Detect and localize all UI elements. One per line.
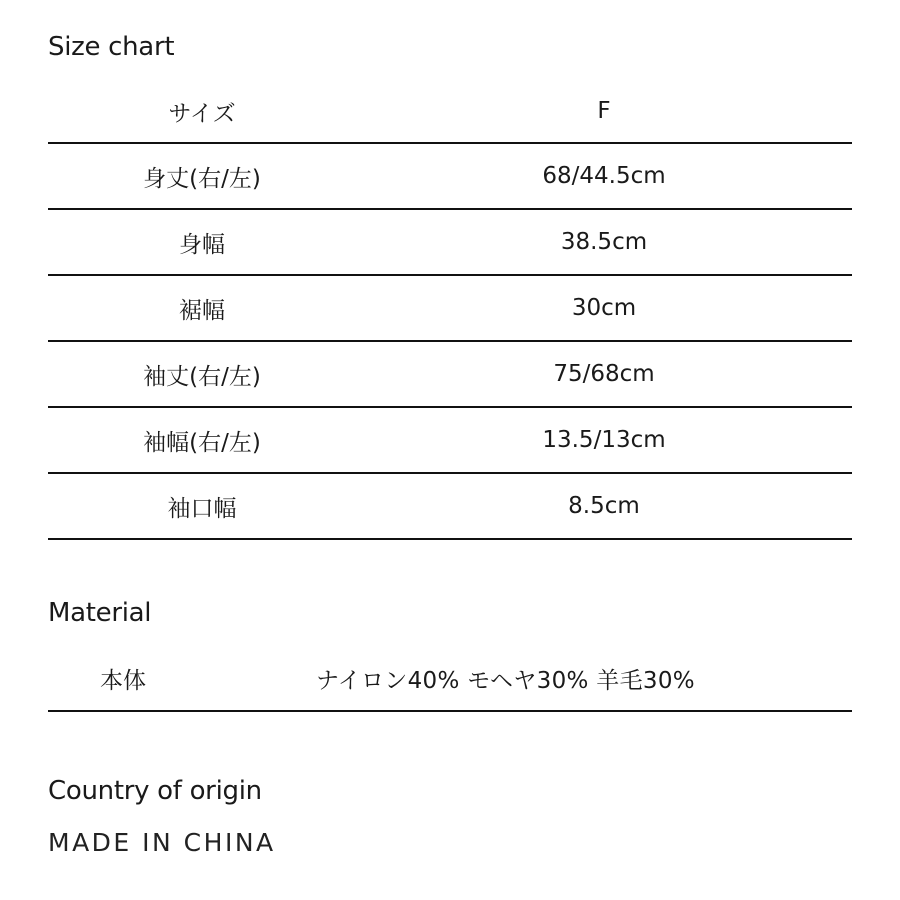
table-row — [48, 341, 852, 407]
measurement-value: 8.5cm — [356, 473, 852, 539]
measurement-label: 身幅 — [48, 209, 356, 275]
measurement-value: 13.5/13cm — [356, 407, 852, 473]
table-row — [48, 275, 852, 341]
table-row — [48, 209, 852, 275]
table-row — [48, 143, 852, 209]
measurement-label: 袖幅(右/左) — [48, 407, 356, 473]
material-title: Material — [48, 598, 152, 628]
measurement-value: 68/44.5cm — [356, 143, 852, 209]
size-chart-header-row — [48, 80, 852, 143]
measurement-value: 30cm — [356, 275, 852, 341]
material-label: 本体 — [100, 668, 146, 694]
size-chart-table — [48, 80, 852, 540]
table-row — [48, 407, 852, 473]
measurement-label: 袖丈(右/左) — [48, 341, 356, 407]
material-row — [48, 648, 852, 712]
measurement-label: 裾幅 — [48, 275, 356, 341]
size-chart-title: Size chart — [48, 32, 175, 62]
size-header-value: F — [356, 80, 852, 143]
table-row — [48, 473, 852, 539]
country-of-origin-title: Country of origin — [48, 776, 262, 806]
measurement-label: 袖口幅 — [48, 473, 356, 539]
measurement-label: 身丈(右/左) — [48, 143, 356, 209]
measurement-value: 38.5cm — [356, 209, 852, 275]
measurement-value: 75/68cm — [356, 341, 852, 407]
size-header-label: サイズ — [48, 80, 356, 143]
material-value: ナイロン40% モヘヤ30% 羊毛30% — [316, 668, 695, 694]
country-of-origin-value: MADE IN CHINA — [48, 828, 276, 857]
